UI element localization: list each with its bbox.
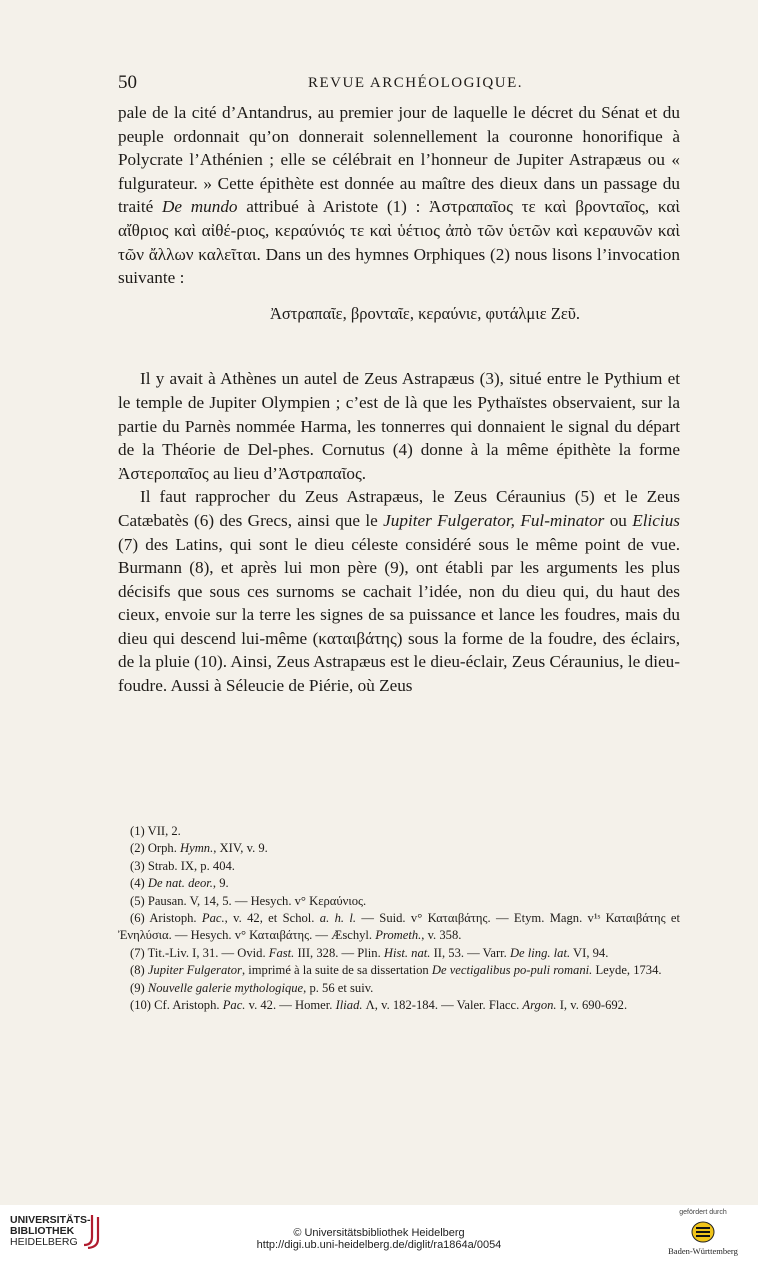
paragraph-3 <box>118 485 680 697</box>
fn7-d: VI, 94. <box>570 945 609 960</box>
fn2-i: Hymn. <box>180 841 214 856</box>
fn10-b: v. 42. — Homer. <box>245 998 336 1013</box>
library-line-1: UNIVERSITÄTS- <box>10 1214 91 1226</box>
fn6-b: , v. 42, et Schol. <box>224 911 320 926</box>
fn9-i: Nouvelle galerie mythologique <box>147 980 304 995</box>
main-text <box>118 101 680 698</box>
fn6-i1: Pac. <box>201 911 225 926</box>
fn7-a: (7) Tit.-Liv. I, 31. — Ovid. <box>130 945 269 960</box>
fn7-b: III, 328. — Plin. <box>294 945 384 960</box>
fn6-d: , v. 358. <box>421 928 462 943</box>
copyright-text: © Universitätsbibliothek Heidelberg <box>293 1227 465 1239</box>
permalink-url[interactable]: http://digi.ub.uni-heidelberg.de/diglit/ra1864a/0054 <box>256 1239 502 1251</box>
fn8-a: (8) <box>130 963 148 978</box>
fn6-a: (6) Aristoph. <box>130 911 202 926</box>
fn8-i2: De vectigalibus po-puli romani. <box>431 963 593 978</box>
footnote-4 <box>118 875 680 892</box>
funder-name: Baden-Württemberg <box>668 1246 738 1256</box>
para1-text-b: attribué à Aristote (1) : Ἀστραπαῖος τε καὶ βρονταῖος, καὶ αἴθριος καὶ αἰθέ-ριος, κεραύνιός τε καὶ ὑέτιος ἀπὸ τῶν ὑετῶν καὶ κεραυνῶν καὶ τῶν ἄλλων καλεῖται. Dans un des hymnes Orphiques (2) nous lisons l’invocation suivante : <box>118 197 680 288</box>
fn9-a: (9) <box>130 980 148 995</box>
library-line-3: HEIDELBERG <box>10 1236 78 1248</box>
fn10-d: I, v. 690-692. <box>556 998 628 1013</box>
footnote-6 <box>118 910 680 945</box>
paragraph-2: Il y avait à Athènes un autel de Zeus Astrapæus (3), situé entre le Pythium et le temple de Jupiter Olympien ; c’est de là que les Pythaïstes observaient, sur la partie du Parnès nommée Harma, les tonnerres qui donnaient le signal du départ de la Théorie de Del-phes. Cornutus (4) donne à la même épithète la forme Ἀστεροπαῖος au lieu d’Ἀστραπαῖος. <box>118 369 680 483</box>
footnote-10 <box>118 997 680 1014</box>
fn7-i1: Fast. <box>268 945 295 960</box>
fn2-a: (2) Orph. <box>130 841 181 856</box>
fn8-i1: Jupiter Fulgerator <box>147 963 242 978</box>
running-title: REVUE ARCHÉOLOGIQUE. <box>308 75 523 91</box>
fn4-i: De nat. deor. <box>147 876 213 891</box>
copyright-block <box>0 1227 758 1251</box>
para3-text-a: Il faut rapprocher du Zeus Astrapæus, le Zeus Céraunius (5) et le Zeus Catæbatès (6) des Grecs, ainsi que le <box>118 487 680 530</box>
fn7-i3: De ling. lat. <box>509 945 571 960</box>
footnote-5: (5) Pausan. V, 14, 5. — Hesych. v° Κεραύνιος. <box>130 893 367 908</box>
footnotes <box>118 823 680 1014</box>
fn4-a: (4) <box>130 876 148 891</box>
fn7-i2: Hist. nat. <box>383 945 431 960</box>
page-header <box>118 72 678 94</box>
fn6-i3: Prometh. <box>375 928 422 943</box>
fn10-i1: Pac. <box>222 998 246 1013</box>
para1-italic: De mundo <box>162 197 238 217</box>
para3-italic-2: Elicius <box>632 510 680 530</box>
fn9-b: , p. 56 et suiv. <box>303 980 374 995</box>
fn10-i2: Iliad. <box>335 998 363 1013</box>
page-number: 50 <box>118 72 137 93</box>
fn8-c: Leyde, 1734. <box>592 963 662 978</box>
paragraph-1 <box>118 101 680 290</box>
fn6-c: — Suid. v° Καταιβάτης. — Etym. Magn. v¹ˢ Καταιβάτης et Ἐνηλύσια. — Hesych. v° Καταιβάτης. — Æschyl. <box>118 911 680 943</box>
fn7-c: II, 53. — Varr. <box>430 945 510 960</box>
para3-text-c: (7) des Latins, qui sont le dieu céleste considéré sous le même point de vue. Burmann (8), et après lui mon père (9), ont établi par les arguments les plus décisifs que sous ces surnoms se cachait l’idée, non du dieu qui, du haut des cieux, envoie sur la terre les signes de sa puissance et lance les foudres, mais du dieu qui descend lui-même (καταιβάτης) sous la forme de la foudre, des éclairs, de la pluie (10). Ainsi, Zeus Astrapæus est le dieu-éclair, Zeus Céraunius, le dieu-foudre. Aussi à Séleucie de Piérie, où Zeus <box>118 534 680 696</box>
footnote-2 <box>118 840 680 857</box>
footnote-3: (3) Strab. IX, p. 404. <box>130 858 235 873</box>
fn10-i3: Argon. <box>522 998 557 1013</box>
funder-block <box>658 1209 748 1256</box>
footnote-8 <box>118 962 680 979</box>
fn8-b: , imprimé à la suite de sa dissertation <box>241 963 432 978</box>
digitization-footer <box>0 1205 758 1261</box>
para1-text: pale de la cité d’Antandrus, au premier jour de laquelle le décret du Sénat et du peuple ordonnait qu’on donnerait solennellement la couronne honorifique à Polycrate l’Athénien ; elle se célébrait en l’honneur de Jupiter Astrapæus ou « fulgurateur. » Cette épithète est donnée au maître des dieux dans un passage du traité <box>118 103 680 217</box>
footnote-7 <box>118 945 680 962</box>
footnote-9 <box>118 980 680 997</box>
para3-text-b: ou <box>604 510 633 530</box>
greek-quote: Ἀστραπαῖε, βρονταῖε, κεραύνιε, φυτάλμιε Ζεῦ. <box>269 303 581 323</box>
fn6-i2: a. h. l. <box>319 911 357 926</box>
library-line-2: BIBLIOTHEK <box>10 1225 75 1237</box>
baden-wuerttemberg-crest-icon <box>691 1221 715 1243</box>
footnote-1: (1) VII, 2. <box>130 824 181 838</box>
fn10-a: (10) Cf. Aristoph. <box>130 998 223 1013</box>
fn4-b: , 9. <box>212 876 229 891</box>
fn2-b: , XIV, v. 9. <box>213 841 268 856</box>
funded-by-label: gefördert durch <box>679 1209 727 1216</box>
para3-italic-1: Jupiter Fulgerator, Ful-minator <box>383 510 605 530</box>
fn10-c: Λ, v. 182-184. — Valer. Flacc. <box>362 998 523 1013</box>
